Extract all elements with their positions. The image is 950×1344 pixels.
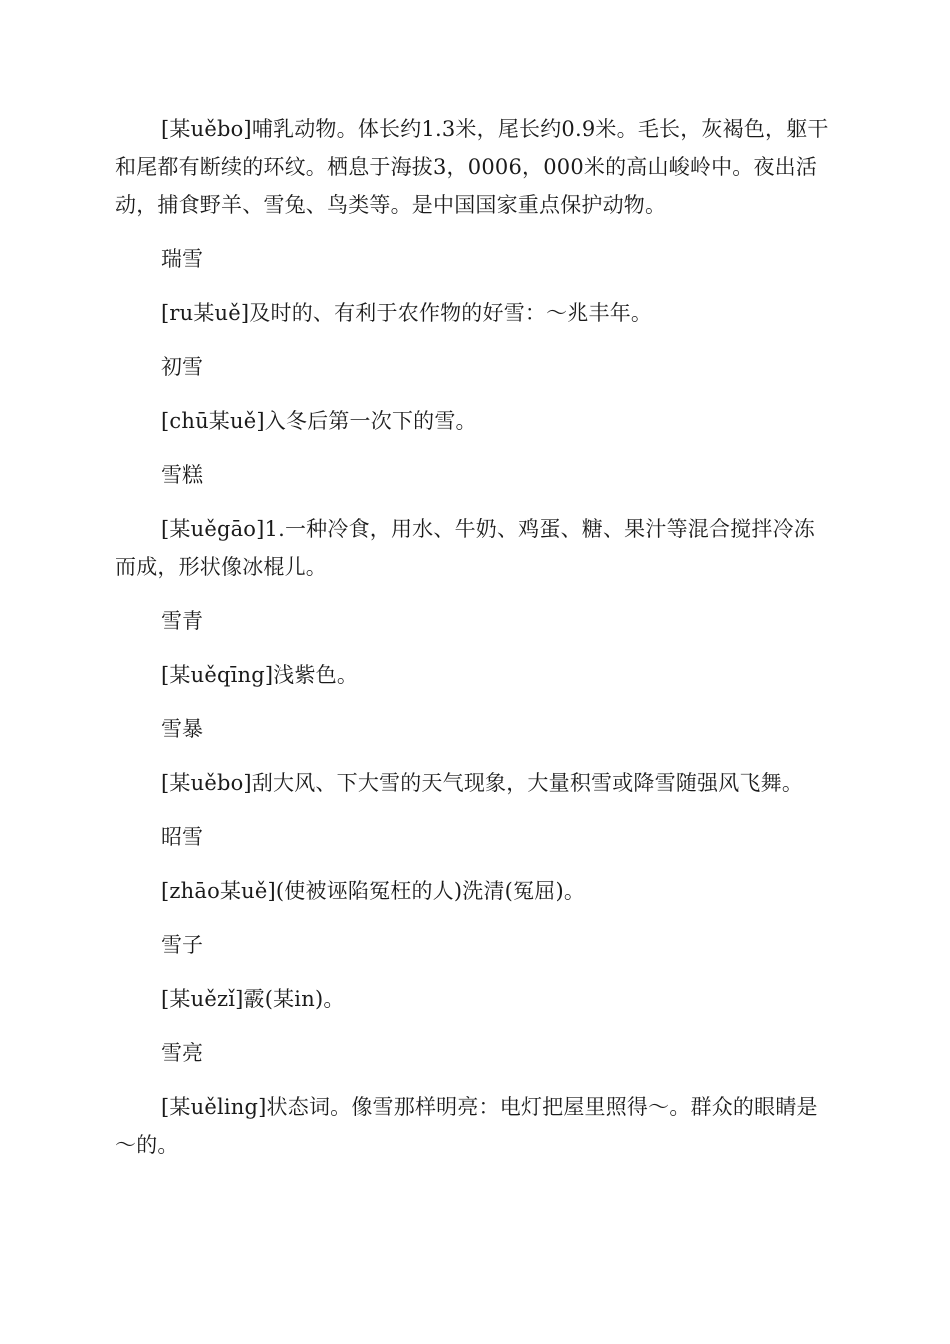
definition-paragraph: [某uěling]状态词。像雪那样明亮：电灯把屋里照得～。群众的眼睛是～的。 xyxy=(115,1095,818,1157)
definition-paragraph: [某uěbo]刮大风、下大雪的天气现象，大量积雪或降雪随强风飞舞。 xyxy=(161,771,804,795)
definition-paragraph: [ru某uě]及时的、有利于农作物的好雪：～兆丰年。 xyxy=(161,301,653,325)
term-heading: 雪青 xyxy=(161,609,203,633)
term-heading: 雪亮 xyxy=(161,1041,203,1065)
definition-paragraph: [某uěgāo]1.一种冷食，用水、牛奶、鸡蛋、糖、果汁等混合搅拌冷冻而成，形状像冰棍儿。 xyxy=(115,517,815,579)
term-heading: 雪暴 xyxy=(161,717,203,741)
definition-paragraph: [zhāo某uě](使被诬陷冤枉的人)洗清(冤屈)。 xyxy=(161,879,586,903)
term-heading: 初雪 xyxy=(161,355,203,379)
term-heading: 瑞雪 xyxy=(161,247,203,271)
term-heading: 昭雪 xyxy=(161,825,203,849)
definition-paragraph: [某uězǐ]霰(某in)。 xyxy=(161,987,345,1011)
definition-paragraph: [chū某uě]入冬后第一次下的雪。 xyxy=(161,409,477,433)
term-heading: 雪子 xyxy=(161,933,203,957)
document-body xyxy=(115,110,835,1180)
definition-paragraph: [某uěbo]哺乳动物。体长约1.3米，尾长约0.9米。毛长，灰褐色，躯干和尾都有断续的环纹。栖息于海拔3，0006，000米的高山峻岭中。夜出活动，捕食野羊、雪兔、鸟类等。是中国国家重点保护动物。 xyxy=(115,117,829,217)
definition-paragraph: [某uěqīng]浅紫色。 xyxy=(161,663,359,687)
term-heading: 雪糕 xyxy=(161,463,203,487)
